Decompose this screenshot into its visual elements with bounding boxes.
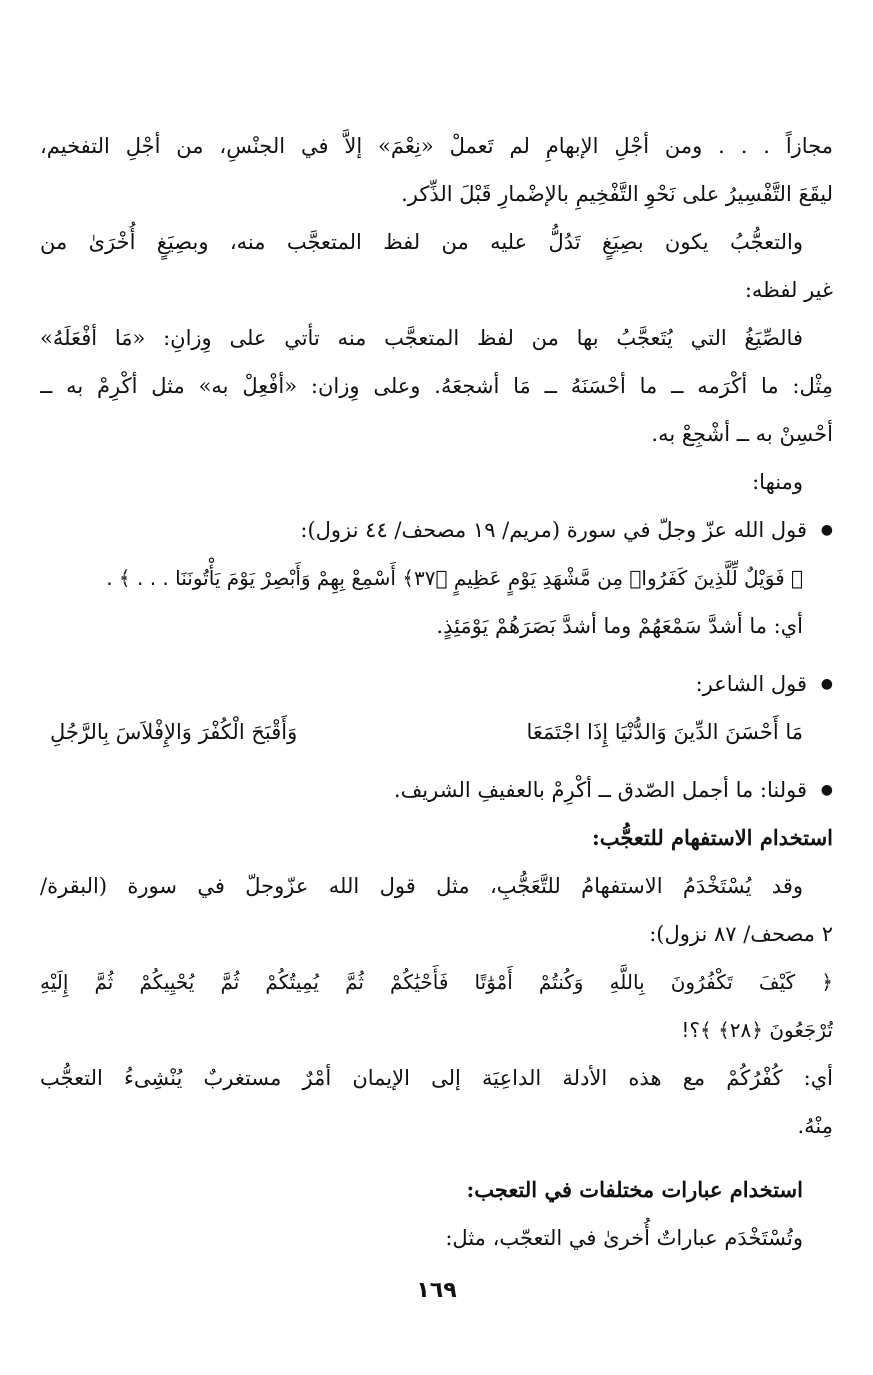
paragraph-line: أحْسِنْ به ــ أشْجِعْ به. xyxy=(651,422,833,446)
bullet-item xyxy=(40,506,833,554)
paragraph-line: مِثْل: ما أكْرَمه ــ ما أحْسَنَهُ ــ مَا أشجعَهُ. وعلى وِزان: «أفْعِلْ به» مثل أكْرِمْ به ــ xyxy=(40,374,833,398)
section-heading: استخدام الاستفهام للتعجُّب: xyxy=(592,825,833,850)
paragraph-line: مجازاً . . . ومن أجْلِ الإبهامِ لم تَعملْ «نِعْمَ» إلاَّ في الجنْسِ، من أجْلِ التفخيم، xyxy=(40,134,833,158)
paragraph-line: أي: ما أشدَّ سَمْعَهُمْ وما أشدَّ بَصَرَهُمْ يَوْمَئِذٍ. xyxy=(436,614,803,638)
bullet-text: قول الله عزّ وجلّ في سورة (مريم/ ١٩ مصحف/ ٤٤ نزول): xyxy=(300,518,807,542)
bullet-text: قولنا: ما أجمل الصّدق ــ أكْرِمْ بالعفيفِ الشريف. xyxy=(393,778,807,802)
paragraph-line: أي: كُفْرُكُمْ مع هذه الأدلة الداعِيَة إلى الإيمان أمْرٌ مستغربٌ يُنْشِىءُ التعجُّب xyxy=(40,1066,833,1090)
bullet-item xyxy=(40,766,833,814)
bullet-item xyxy=(40,660,833,708)
page-number: ١٦٩ xyxy=(416,1278,457,1303)
bullet-text: قول الشاعر: xyxy=(695,672,807,696)
paragraph-line: وقد يُسْتَخْدَمُ الاستفهامُ للتَّعَجُّبِ، مثل قول الله عزّوجلّ في سورة (البقرة/ xyxy=(40,874,803,898)
quran-verse: ﴿ كَيْفَ تَكْفُرُونَ بِاللَّهِ وَكُنتُمْ أَمْوَٰتًا فَأَحْيَٰكُمْ ثُمَّ يُمِيتُكُمْ ثُمَّ يُحْيِيكُمْ ثُمَّ إِلَيْهِ xyxy=(40,970,833,994)
paragraph-line: ٢ مصحف/ ٨٧ نزول): xyxy=(649,922,833,946)
poem-first-hemistich: مَا أَحْسَنَ الدِّينَ وَالدُّنْيَا إِذَا اجْتَمَعَا xyxy=(526,720,803,744)
paragraph-line: ليقَعَ التَّفْسِيرُ على نَحْوِ التَّفْخِيمِ بالإضْمارِ قَبْلَ الذِّكر. xyxy=(401,182,833,206)
paragraph-line: غير لفظه: xyxy=(744,278,833,302)
paragraph-line: ومنها: xyxy=(752,470,803,494)
bullet-icon: ● xyxy=(820,676,833,692)
page-body xyxy=(40,122,833,1262)
bullet-icon: ● xyxy=(820,782,833,798)
poem-verse xyxy=(40,708,833,756)
quran-verse: ﴿ فَوَيْلٌ لِّلَّذِينَ كَفَرُوا۟ مِن مَّشْهَدِ يَوْمٍ عَظِيمٍ ﴿٣٧﴾ أَسْمِعْ بِهِمْ وَأَبْصِرْ يَوْمَ يَأْتُونَنَا . . . ﴾ . xyxy=(106,566,803,590)
paragraph-line: وتُسْتَخْدَم عباراتٌ أُخرىٰ في التعجّب، مثل: xyxy=(445,1226,803,1250)
paragraph-line: فالصِّيَغُ التي يُتَعجَّبُ بها من لفظ المتعجَّب منه تأتي على وِزانِ: «مَا أفْعَلَهُ» xyxy=(40,326,803,350)
quran-verse: تُرْجَعُونَ ﴿٢٨﴾ ﴾؟! xyxy=(681,1018,833,1042)
paragraph-line: مِنْهُ. xyxy=(797,1114,833,1138)
bullet-icon: ● xyxy=(820,522,833,538)
paragraph-line: والتعجُّبُ يكون بصِيَغٍ تَدُلُّ عليه من لفظ المتعجَّب منه، وبصِيَغٍ أُخْرَىٰ من xyxy=(40,230,803,254)
poem-second-hemistich: وَأَقْبَحَ الْكُفْرَ وَالإِفْلاَسَ بِالرَّجُلِ xyxy=(50,720,298,744)
section-heading: استخدام عبارات مختلفات في التعجب: xyxy=(466,1177,803,1202)
